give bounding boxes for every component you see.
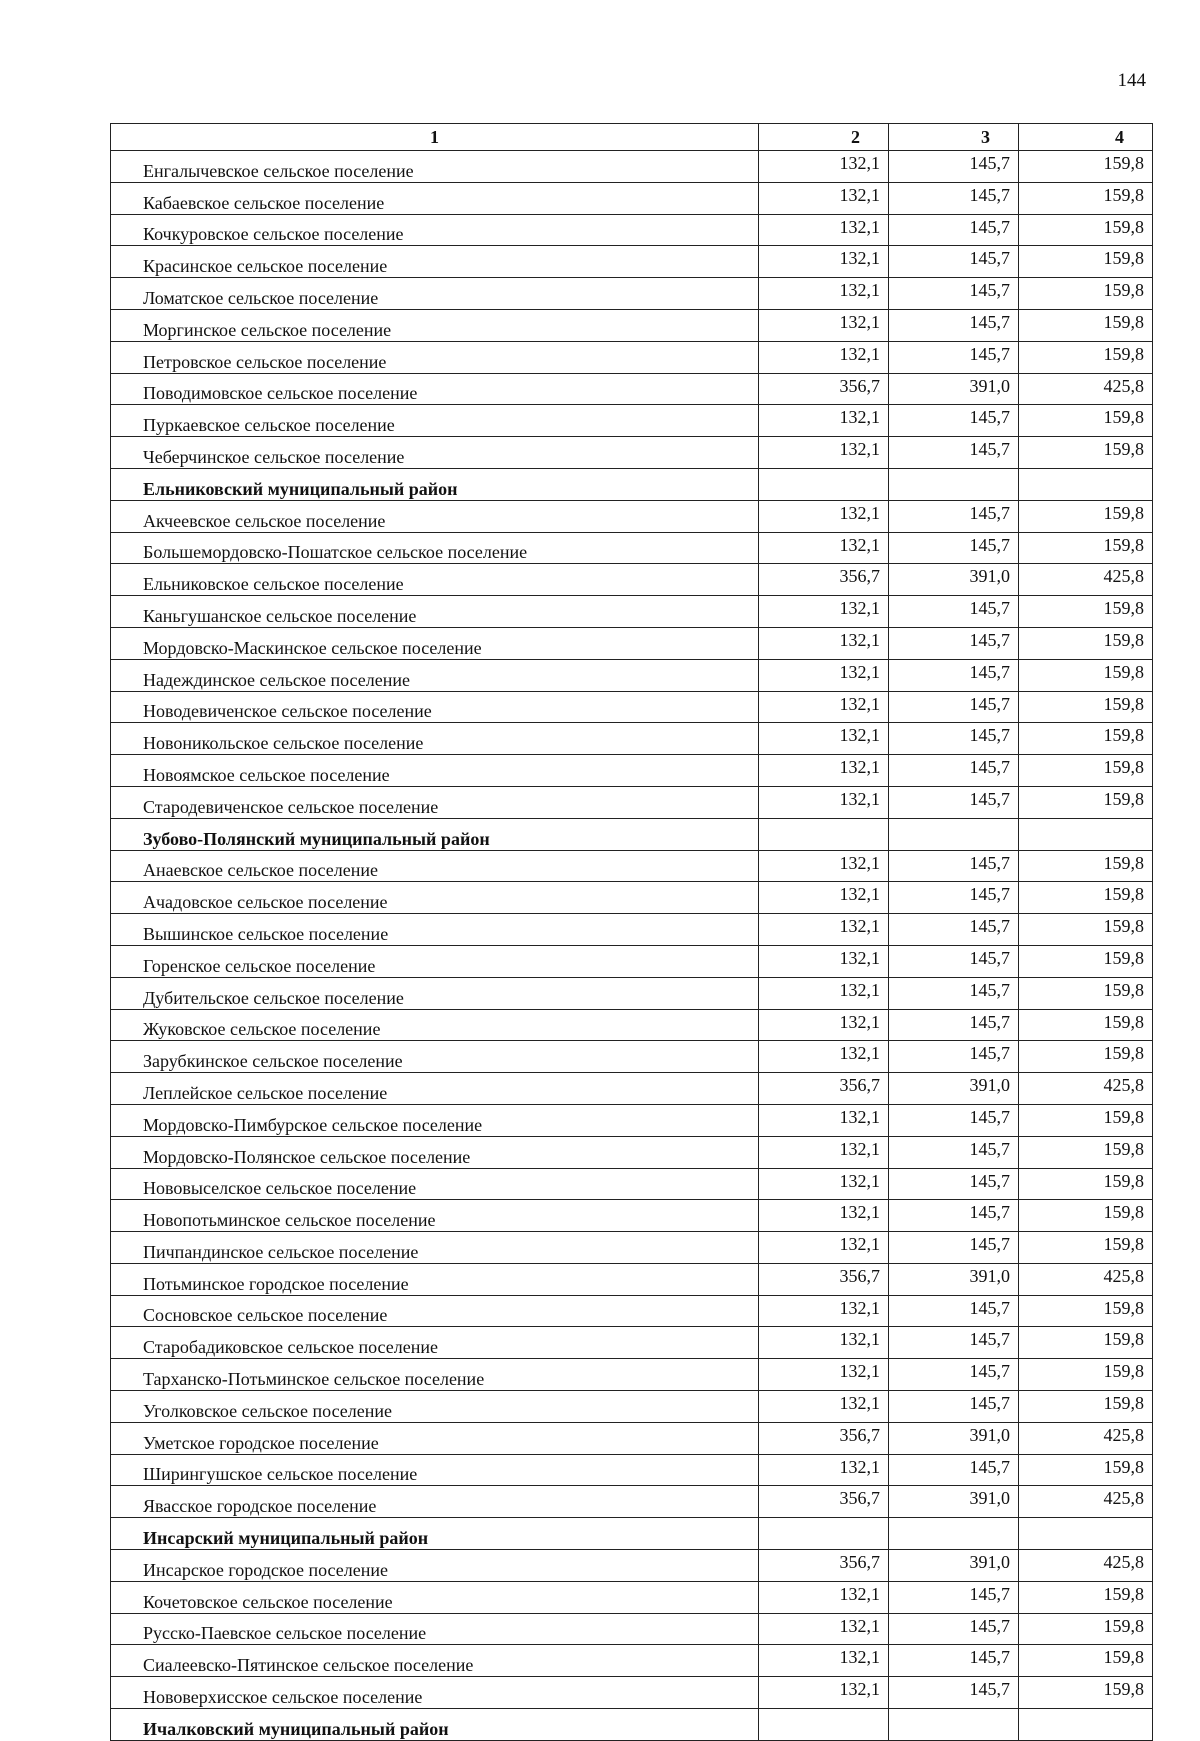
value-col-4: 159,8 (1019, 500, 1153, 532)
table-row (111, 1550, 1153, 1582)
settlement-name: Новоямское сельское поселение (111, 755, 759, 787)
table-row (111, 1677, 1153, 1709)
value-col-4: 159,8 (1019, 405, 1153, 437)
district-name: Ичалковский муниципальный район (111, 1709, 759, 1741)
value-col-3: 145,7 (889, 786, 1019, 818)
column-header-2: 2 (759, 124, 889, 151)
value-col-4 (1019, 818, 1153, 850)
table-row (111, 1454, 1153, 1486)
settlement-name: Ачадовское сельское поселение (111, 882, 759, 914)
value-col-2: 356,7 (759, 1422, 889, 1454)
settlement-name: Ельниковское сельское поселение (111, 564, 759, 596)
value-col-4: 159,8 (1019, 1645, 1153, 1677)
column-header-4: 4 (1019, 124, 1153, 151)
value-col-2: 132,1 (759, 1391, 889, 1423)
settlement-name: Пуркаевское сельское поселение (111, 405, 759, 437)
value-col-3: 145,7 (889, 532, 1019, 564)
settlement-name: Мордовско-Полянское сельское поселение (111, 1136, 759, 1168)
value-col-4 (1019, 1709, 1153, 1741)
value-col-2: 132,1 (759, 309, 889, 341)
value-col-3: 145,7 (889, 437, 1019, 469)
settlement-name: Русско-Паевское сельское поселение (111, 1613, 759, 1645)
value-col-2: 132,1 (759, 882, 889, 914)
value-col-2: 132,1 (759, 945, 889, 977)
value-col-4: 159,8 (1019, 246, 1153, 278)
value-col-3: 145,7 (889, 723, 1019, 755)
value-col-2: 132,1 (759, 1581, 889, 1613)
value-col-3: 145,7 (889, 405, 1019, 437)
value-col-4: 425,8 (1019, 373, 1153, 405)
settlement-name: Кочетовское сельское поселение (111, 1581, 759, 1613)
table-row (111, 1327, 1153, 1359)
value-col-3: 145,7 (889, 627, 1019, 659)
value-col-3: 145,7 (889, 309, 1019, 341)
settlement-name: Явасское городское поселение (111, 1486, 759, 1518)
table-row (111, 691, 1153, 723)
settlement-name: Нововыселское сельское поселение (111, 1168, 759, 1200)
value-col-3: 145,7 (889, 246, 1019, 278)
value-col-2: 356,7 (759, 1486, 889, 1518)
value-col-4: 159,8 (1019, 977, 1153, 1009)
table-row (111, 914, 1153, 946)
settlement-name: Старобадиковское сельское поселение (111, 1327, 759, 1359)
table-row (111, 1232, 1153, 1264)
value-col-3: 145,7 (889, 1677, 1019, 1709)
table-row (111, 532, 1153, 564)
settlement-name: Новодевиченское сельское поселение (111, 691, 759, 723)
value-col-4: 159,8 (1019, 850, 1153, 882)
value-col-4: 159,8 (1019, 1454, 1153, 1486)
value-col-3: 391,0 (889, 564, 1019, 596)
table-row (111, 1391, 1153, 1423)
value-col-4: 159,8 (1019, 1200, 1153, 1232)
table-row (111, 1613, 1153, 1645)
value-col-2: 132,1 (759, 341, 889, 373)
value-col-4: 425,8 (1019, 1486, 1153, 1518)
value-col-2: 132,1 (759, 1645, 889, 1677)
value-col-2 (759, 818, 889, 850)
table-row (111, 437, 1153, 469)
value-col-4: 159,8 (1019, 945, 1153, 977)
value-col-3: 145,7 (889, 1295, 1019, 1327)
page-number: 144 (1117, 70, 1146, 91)
value-col-3: 145,7 (889, 691, 1019, 723)
value-col-4: 159,8 (1019, 882, 1153, 914)
value-col-2: 132,1 (759, 437, 889, 469)
value-col-3: 145,7 (889, 850, 1019, 882)
table-row (111, 1041, 1153, 1073)
value-col-2: 132,1 (759, 1041, 889, 1073)
value-col-3 (889, 818, 1019, 850)
table-row (111, 1359, 1153, 1391)
value-col-4: 159,8 (1019, 151, 1153, 183)
table-row (111, 564, 1153, 596)
table-row (111, 659, 1153, 691)
value-col-4: 159,8 (1019, 1613, 1153, 1645)
value-col-2: 132,1 (759, 278, 889, 310)
value-col-3: 145,7 (889, 1613, 1019, 1645)
value-col-2: 132,1 (759, 786, 889, 818)
value-col-4: 159,8 (1019, 341, 1153, 373)
settlement-name: Ширингушское сельское поселение (111, 1454, 759, 1486)
settlement-name: Зарубкинское сельское поселение (111, 1041, 759, 1073)
settlement-name: Мордовско-Пимбурское сельское поселение (111, 1104, 759, 1136)
value-col-3 (889, 1709, 1019, 1741)
value-col-2 (759, 1518, 889, 1550)
value-col-2: 132,1 (759, 1104, 889, 1136)
value-col-4 (1019, 468, 1153, 500)
settlement-name: Кочкуровское сельское поселение (111, 214, 759, 246)
value-col-4: 159,8 (1019, 1041, 1153, 1073)
table-row (111, 1295, 1153, 1327)
settlement-name: Леплейское сельское поселение (111, 1073, 759, 1105)
value-col-3: 145,7 (889, 596, 1019, 628)
value-col-4: 159,8 (1019, 1581, 1153, 1613)
table-row (111, 596, 1153, 628)
value-col-4: 425,8 (1019, 1263, 1153, 1295)
settlement-name: Инсарское городское поселение (111, 1550, 759, 1582)
table-row (111, 214, 1153, 246)
value-col-3: 145,7 (889, 755, 1019, 787)
value-col-4: 159,8 (1019, 1168, 1153, 1200)
settlement-name: Пичпандинское сельское поселение (111, 1232, 759, 1264)
table-body (111, 151, 1153, 1741)
value-col-3: 391,0 (889, 1422, 1019, 1454)
value-col-3 (889, 1518, 1019, 1550)
value-col-2 (759, 468, 889, 500)
value-col-2: 132,1 (759, 914, 889, 946)
value-col-2: 356,7 (759, 564, 889, 596)
value-col-2: 132,1 (759, 1009, 889, 1041)
value-col-4: 159,8 (1019, 691, 1153, 723)
value-col-4: 159,8 (1019, 437, 1153, 469)
value-col-4: 159,8 (1019, 1327, 1153, 1359)
value-col-4: 159,8 (1019, 1677, 1153, 1709)
value-col-3: 145,7 (889, 182, 1019, 214)
settlement-name: Дубительское сельское поселение (111, 977, 759, 1009)
value-col-2: 132,1 (759, 151, 889, 183)
table-row (111, 151, 1153, 183)
value-col-2: 132,1 (759, 246, 889, 278)
value-col-2: 132,1 (759, 1359, 889, 1391)
table-row (111, 882, 1153, 914)
value-col-3: 145,7 (889, 1645, 1019, 1677)
column-header-1: 1 (111, 124, 759, 151)
value-col-4: 159,8 (1019, 1136, 1153, 1168)
table-row (111, 723, 1153, 755)
value-col-4 (1019, 1518, 1153, 1550)
value-col-2: 132,1 (759, 977, 889, 1009)
value-col-2: 132,1 (759, 214, 889, 246)
value-col-3: 145,7 (889, 1168, 1019, 1200)
value-col-4: 159,8 (1019, 786, 1153, 818)
value-col-3: 145,7 (889, 882, 1019, 914)
settlement-name: Новоникольское сельское поселение (111, 723, 759, 755)
table-row (111, 309, 1153, 341)
settlement-name: Нововерхисское сельское поселение (111, 1677, 759, 1709)
table-row (111, 1009, 1153, 1041)
value-col-4: 159,8 (1019, 723, 1153, 755)
value-col-4: 159,8 (1019, 1009, 1153, 1041)
value-col-2: 132,1 (759, 755, 889, 787)
table-row (111, 786, 1153, 818)
table-row (111, 945, 1153, 977)
value-col-3: 391,0 (889, 373, 1019, 405)
value-col-4: 159,8 (1019, 1104, 1153, 1136)
value-col-3: 145,7 (889, 1391, 1019, 1423)
table-row (111, 1645, 1153, 1677)
value-col-2: 132,1 (759, 1613, 889, 1645)
table-row (111, 341, 1153, 373)
value-col-3: 145,7 (889, 1359, 1019, 1391)
value-col-2: 356,7 (759, 1073, 889, 1105)
table-header (111, 124, 1153, 151)
value-col-2: 132,1 (759, 1168, 889, 1200)
district-row (111, 1518, 1153, 1550)
value-col-2: 132,1 (759, 182, 889, 214)
value-col-2: 132,1 (759, 659, 889, 691)
settlement-name: Сосновское сельское поселение (111, 1295, 759, 1327)
settlement-name: Поводимовское сельское поселение (111, 373, 759, 405)
value-col-4: 159,8 (1019, 532, 1153, 564)
table-row (111, 1104, 1153, 1136)
value-col-3: 391,0 (889, 1550, 1019, 1582)
value-col-2: 132,1 (759, 627, 889, 659)
table-row (111, 1200, 1153, 1232)
table-row (111, 1486, 1153, 1518)
settlement-name: Стародевиченское сельское поселение (111, 786, 759, 818)
settlement-name: Надеждинское сельское поселение (111, 659, 759, 691)
value-col-3: 145,7 (889, 945, 1019, 977)
value-col-4: 159,8 (1019, 914, 1153, 946)
value-col-3: 391,0 (889, 1073, 1019, 1105)
table-row (111, 977, 1153, 1009)
value-col-2: 132,1 (759, 405, 889, 437)
table-row (111, 1422, 1153, 1454)
value-col-2: 132,1 (759, 1454, 889, 1486)
settlement-name: Жуковское сельское поселение (111, 1009, 759, 1041)
value-col-2: 132,1 (759, 596, 889, 628)
value-col-3: 145,7 (889, 1104, 1019, 1136)
value-col-4: 425,8 (1019, 1073, 1153, 1105)
value-col-2: 132,1 (759, 1677, 889, 1709)
value-col-4: 159,8 (1019, 182, 1153, 214)
settlement-name: Анаевское сельское поселение (111, 850, 759, 882)
value-col-2 (759, 1709, 889, 1741)
settlement-name: Уголковское сельское поселение (111, 1391, 759, 1423)
value-col-3 (889, 468, 1019, 500)
settlement-name: Мордовско-Маскинское сельское поселение (111, 627, 759, 659)
settlement-name: Уметское городское поселение (111, 1422, 759, 1454)
data-table (110, 123, 1153, 1741)
value-col-4: 159,8 (1019, 596, 1153, 628)
value-col-3: 391,0 (889, 1486, 1019, 1518)
value-col-4: 159,8 (1019, 1391, 1153, 1423)
table-row (111, 1073, 1153, 1105)
table-row (111, 1136, 1153, 1168)
settlement-name: Кабаевское сельское поселение (111, 182, 759, 214)
value-col-3: 145,7 (889, 977, 1019, 1009)
value-col-4: 159,8 (1019, 1232, 1153, 1264)
value-col-3: 145,7 (889, 151, 1019, 183)
settlement-name: Сиалеевско-Пятинское сельское поселение (111, 1645, 759, 1677)
value-col-4: 159,8 (1019, 1295, 1153, 1327)
value-col-3: 145,7 (889, 914, 1019, 946)
value-col-2: 132,1 (759, 1232, 889, 1264)
settlement-name: Большемордовско-Пошатское сельское поселение (111, 532, 759, 564)
value-col-4: 425,8 (1019, 1550, 1153, 1582)
settlement-name: Моргинское сельское поселение (111, 309, 759, 341)
value-col-4: 159,8 (1019, 309, 1153, 341)
value-col-3: 145,7 (889, 214, 1019, 246)
settlement-name: Новопотьминское сельское поселение (111, 1200, 759, 1232)
value-col-4: 159,8 (1019, 278, 1153, 310)
table-row (111, 405, 1153, 437)
value-col-3: 391,0 (889, 1263, 1019, 1295)
value-col-4: 159,8 (1019, 214, 1153, 246)
value-col-3: 145,7 (889, 659, 1019, 691)
value-col-3: 145,7 (889, 1041, 1019, 1073)
value-col-3: 145,7 (889, 1581, 1019, 1613)
table-row (111, 278, 1153, 310)
table-row (111, 246, 1153, 278)
district-name: Зубово-Полянский муниципальный район (111, 818, 759, 850)
value-col-3: 145,7 (889, 278, 1019, 310)
value-col-4: 159,8 (1019, 627, 1153, 659)
value-col-2: 132,1 (759, 500, 889, 532)
value-col-4: 425,8 (1019, 1422, 1153, 1454)
value-col-2: 356,7 (759, 373, 889, 405)
value-col-2: 356,7 (759, 1263, 889, 1295)
settlement-name: Горенское сельское поселение (111, 945, 759, 977)
settlement-name: Акчеевское сельское поселение (111, 500, 759, 532)
value-col-2: 356,7 (759, 1550, 889, 1582)
table-row (111, 182, 1153, 214)
value-col-3: 145,7 (889, 341, 1019, 373)
settlement-name: Вышинское сельское поселение (111, 914, 759, 946)
value-col-3: 145,7 (889, 1009, 1019, 1041)
value-col-2: 132,1 (759, 850, 889, 882)
settlement-name: Петровское сельское поселение (111, 341, 759, 373)
table-row (111, 500, 1153, 532)
value-col-4: 425,8 (1019, 564, 1153, 596)
district-row (111, 1709, 1153, 1741)
value-col-2: 132,1 (759, 1200, 889, 1232)
table-row (111, 755, 1153, 787)
value-col-4: 159,8 (1019, 1359, 1153, 1391)
header-row (111, 124, 1153, 151)
value-col-2: 132,1 (759, 691, 889, 723)
table-row (111, 1263, 1153, 1295)
value-col-3: 145,7 (889, 1327, 1019, 1359)
table-row (111, 1168, 1153, 1200)
value-col-3: 145,7 (889, 1136, 1019, 1168)
value-col-3: 145,7 (889, 1232, 1019, 1264)
value-col-2: 132,1 (759, 532, 889, 564)
value-col-4: 159,8 (1019, 659, 1153, 691)
settlement-name: Енгалычевское сельское поселение (111, 151, 759, 183)
settlement-name: Чеберчинское сельское поселение (111, 437, 759, 469)
table-row (111, 373, 1153, 405)
column-header-3: 3 (889, 124, 1019, 151)
district-row (111, 818, 1153, 850)
settlement-name: Каньгушанское сельское поселение (111, 596, 759, 628)
district-name: Ельниковский муниципальный район (111, 468, 759, 500)
district-name: Инсарский муниципальный район (111, 1518, 759, 1550)
value-col-2: 132,1 (759, 1136, 889, 1168)
table-row (111, 627, 1153, 659)
district-row (111, 468, 1153, 500)
value-col-2: 132,1 (759, 1295, 889, 1327)
value-col-4: 159,8 (1019, 755, 1153, 787)
settlement-name: Тарханско-Потьминское сельское поселение (111, 1359, 759, 1391)
table-row (111, 1581, 1153, 1613)
value-col-3: 145,7 (889, 1200, 1019, 1232)
value-col-2: 132,1 (759, 723, 889, 755)
value-col-3: 145,7 (889, 1454, 1019, 1486)
settlement-name: Потьминское городское поселение (111, 1263, 759, 1295)
value-col-3: 145,7 (889, 500, 1019, 532)
value-col-2: 132,1 (759, 1327, 889, 1359)
settlement-name: Ломатское сельское поселение (111, 278, 759, 310)
table-row (111, 850, 1153, 882)
settlement-name: Красинское сельское поселение (111, 246, 759, 278)
